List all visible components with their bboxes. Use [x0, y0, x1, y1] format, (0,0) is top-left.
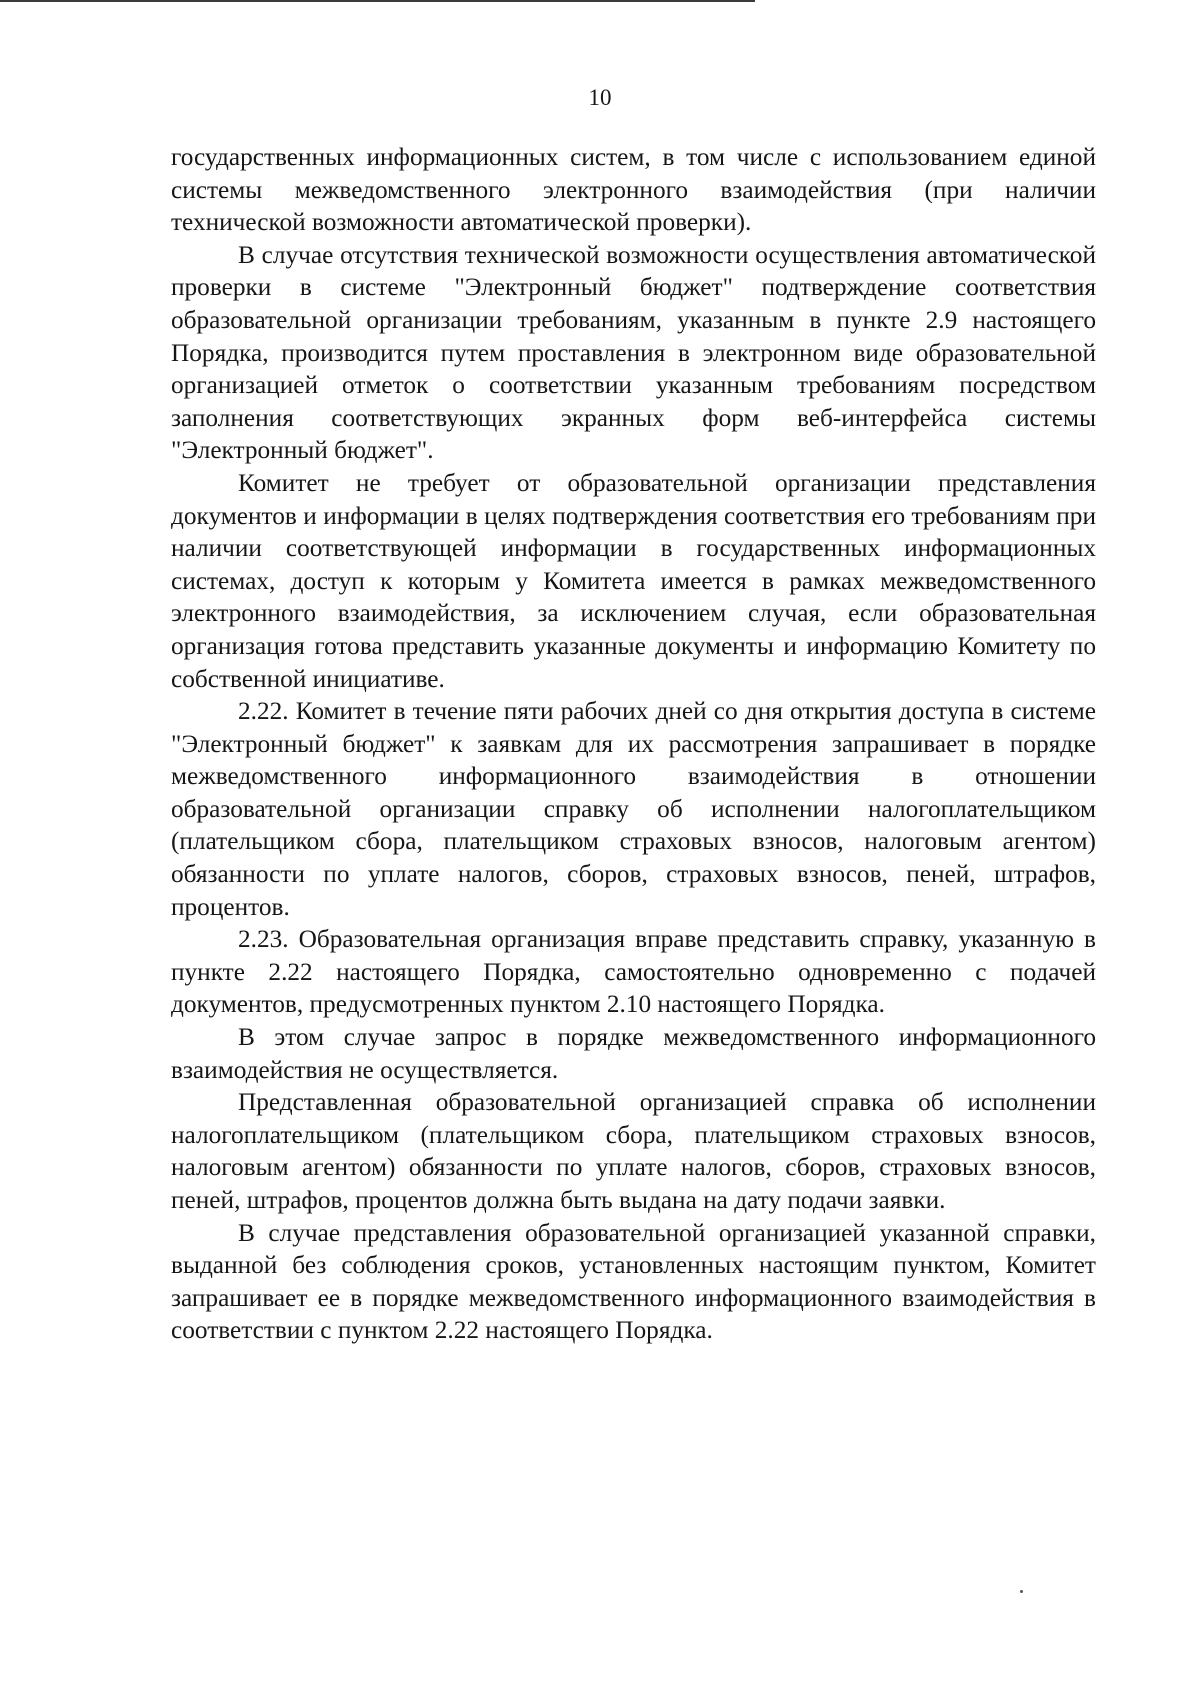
paragraph-4: 2.22. Комитет в течение пяти рабочих дней со дня открытия доступа в системе "Электронный бюджет" к заявкам для их рассмотрения запрашивает в порядке межведомственного информационного взаимодействия в отношении образовательной организации справку об исполнении налогоплательщиком (плательщиком сбора, плательщиком страховых взносов, налоговым агентом) обязанности по уплате налогов, сборов, страховых взносов, пеней, штрафов, процентов.	[171, 697, 1096, 921]
scan-speck	[1020, 1590, 1023, 1593]
paragraph-6: В этом случае запрос в порядке межведомственного информационного взаимодействия не осуществляется.	[171, 1023, 1096, 1084]
paragraph-7: Представленная образовательной организацией справка об исполнении налогоплательщиком (плательщиком сбора, плательщиком страховых взносов, налоговым агентом) обязанности по уплате налогов, сборов, страховых взносов, пеней, штрафов, процентов должна быть выдана на дату подачи заявки.	[171, 1088, 1096, 1214]
paragraph-8: В случае представления образовательной организацией указанной справки, выданной без соблюдения сроков, установленных настоящим пунктом, Комитет запрашивает ее в порядке межведомственного информационного взаимодействия в соответствии с пунктом 2.22 настоящего Порядка.	[171, 1218, 1096, 1345]
paragraph-2: В случае отсутствия технической возможности осуществления автоматической проверки в системе "Электронный бюджет" подтверждение соответствия образовательной организации требованиям, указанным в пункте 2.9 настоящего Порядка, производится путем проставления в электронном виде образовательной организацией отметок о соответствии указанным требованиям посредством заполнения соответствующих экранных форм веб-интерфейса системы "Электронный бюджет".	[171, 240, 1096, 465]
paragraph-1: государственных информационных систем, в том числе с использованием единой системы межведомственного электронного взаимодействия (при наличии технической возможности автоматической проверки).	[171, 143, 1096, 237]
paragraph-3: Комитет не требует от образовательной организации представления документов и информации в целях подтверждения соответствия его требованиям при наличии соответствующей информации в государственных информационных системах, доступ к которым у Комитета имеется в рамках межведомственного электронного взаимодействия, за исключением случая, если образовательная организация готова представить указанные документы и информацию Комитету по собственной инициативе.	[171, 468, 1096, 693]
document-body	[171, 141, 1096, 1347]
page-number: 10	[588, 85, 612, 110]
scan-top-edge	[0, 0, 755, 2]
paragraph-5: 2.23. Образовательная организация вправе представить справку, указанную в пункте 2.22 настоящего Порядка, самостоятельно одновременно с подачей документов, предусмотренных пунктом 2.10 настоящего Порядка.	[171, 925, 1096, 1019]
